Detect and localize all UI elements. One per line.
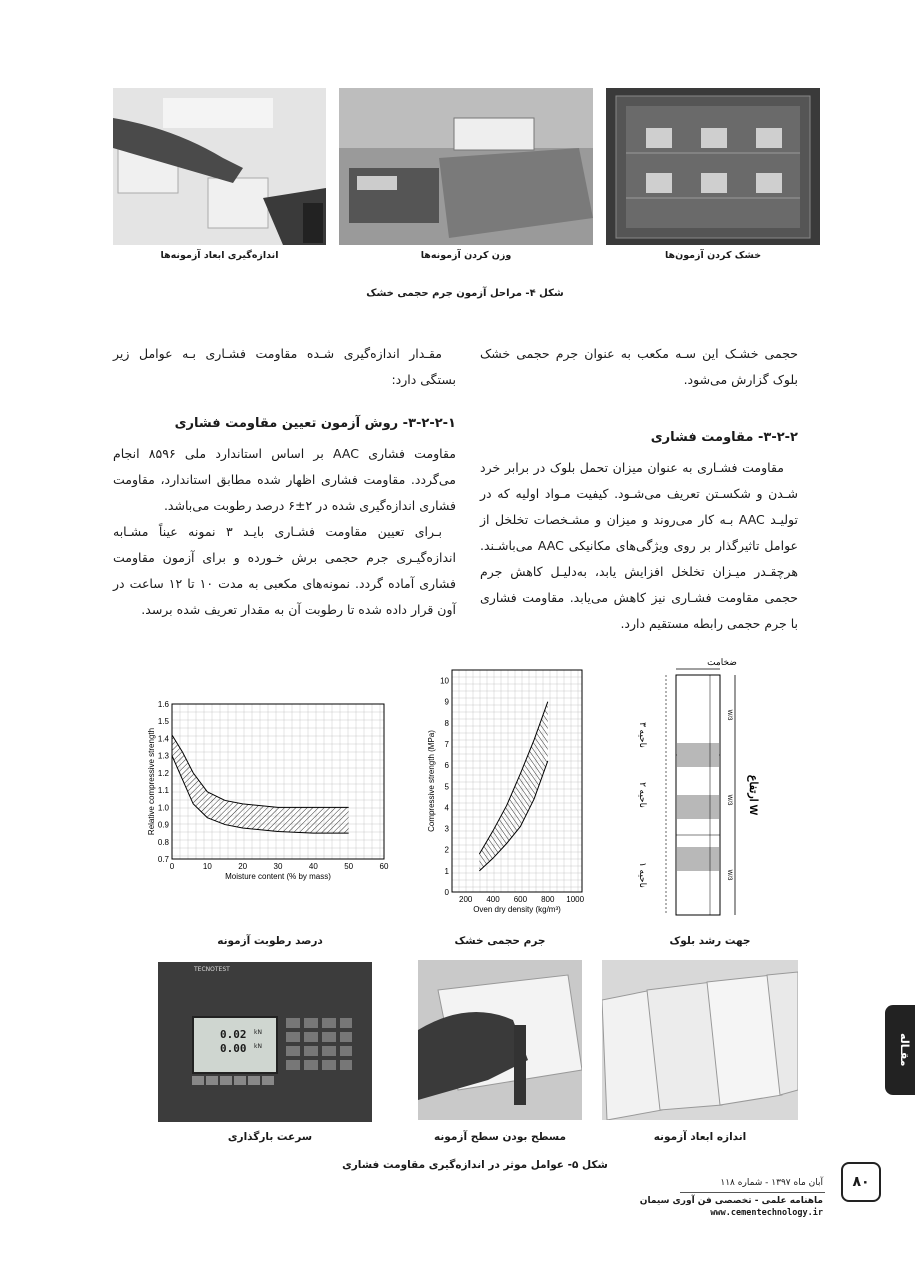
x-tick-label: 1000 [566, 895, 585, 904]
x-tick-label: 20 [238, 862, 248, 871]
figure4-title: شکل ۴- مراحل آزمون جرم حجمی خشک [366, 288, 564, 299]
footer-issue: آبان ماه ۱۳۹۷ - شماره ۱۱۸ [720, 1178, 823, 1188]
footer-rule [680, 1192, 825, 1193]
photo-block-dimensions [602, 960, 798, 1120]
photo-measuring [113, 88, 326, 245]
caption-dry-density: جرم حجمی خشک [454, 935, 546, 947]
thickness-label: ضخامت [707, 657, 737, 667]
figure5-title: شکل ۵- عوامل موثر در اندازه‌گیری مقاومت فشاری [342, 1159, 608, 1171]
section-heading: ۳-۲-۲-۱- روش آزمون تعیین مقاومت فشاری [174, 416, 456, 431]
w3-label: W/3 [726, 794, 732, 806]
y-tick-label: 5 [444, 782, 449, 792]
caption-drying: خشک کردن آزمون‌ها [664, 250, 762, 261]
y-tick-label: 1.5 [157, 717, 169, 727]
photo-loading-rate [158, 962, 372, 1122]
x-tick-label: 40 [308, 862, 318, 871]
y-tick-label: 2 [444, 845, 449, 855]
x-tick-label: 50 [344, 862, 354, 871]
left-column [113, 341, 456, 623]
photo-weighing [339, 88, 593, 245]
y-tick-label: 0.7 [157, 855, 169, 864]
y-tick-label: 9 [444, 697, 449, 707]
keypad [284, 1016, 354, 1076]
section-heading: ۳-۲-۲- مقاومت فشاری [650, 430, 798, 445]
x-tick-label: 0 [169, 862, 175, 871]
x-tick-label: 800 [541, 895, 555, 904]
y-tick-label: 7 [444, 740, 449, 749]
block-growth-diagram [610, 655, 810, 920]
x-tick-label: 10 [202, 862, 212, 871]
machine-brand: TECNOTEST [194, 966, 230, 973]
caption-flatness: مسطح بودن سطح آزمونه [434, 1131, 566, 1143]
y-tick-label: 1.2 [157, 768, 169, 778]
caption-growth-direction: جهت رشد بلوک [669, 935, 751, 947]
y-tick-label: 1.1 [157, 786, 169, 796]
footer-site: www.cementechnology.ir [710, 1208, 823, 1218]
caption-dimensions: اندازه ابعاد آزمونه [653, 1131, 747, 1143]
reading-2: 0.00 [220, 1042, 247, 1055]
footer-journal: ماهنامه علمی - تخصصی فن آوری سیمان [639, 1196, 823, 1206]
y-tick-label: 1.0 [157, 803, 169, 813]
y-tick-label: 1.6 [157, 700, 169, 709]
oven-illustration [606, 88, 820, 245]
paragraph: حجمی خشـک این سـه مکعب به عنوان جرم حجمی خشک بلوک گزارش می‌شود. [480, 346, 798, 387]
zone3-label: ناحیه ۳ [638, 722, 648, 748]
y-tick-label: 0.9 [157, 820, 169, 830]
caliper-illustration [113, 88, 326, 245]
x-axis-label: Oven dry density (kg/m³) [473, 905, 561, 914]
x-tick-label: 400 [486, 895, 500, 904]
right-column [480, 341, 798, 637]
x-tick-label: 30 [273, 862, 283, 871]
paragraph: مقاومت فشاری AAC بر اساس استاندارد ملی ۸۵۹۶ انجام می‌گردد. مقاومت فشاری اظهار شده مطابق استاندارد، مقاومت فشاری اندازه‌گیری شده در ۲±۶ درصد رطوبت می‌باشد. [113, 446, 457, 513]
y-tick-label: 1.3 [157, 751, 169, 761]
y-tick-label: 4 [444, 803, 449, 813]
y-tick-label: 8 [444, 718, 449, 728]
paragraph: مقاومت فشـاری به عنوان میزان تحمل بلوک در برابر خرد شـدن و شکسـتن تعریف می‌شـود. کیفیت مـواد اولیه که در تولیـد AAC بـه کار می‌روند و میزان و مشـخصات تخلخل از عوامل تاثیرگذار بر روی ویژگی‌های مکانیکی AAC می‌باشـند. هرچقـدر میـزان تخلخل افزایش یابد، به‌دلیـل کاهش جرم حجمی مقاومت فشـاری نیز کاهش می‌یابد. مقاومت فشاری با جرم حجمی رابطه مستقیم دارد. [480, 460, 798, 631]
strength-band [479, 702, 547, 871]
zone2-label: ناحیه ۲ [638, 782, 648, 808]
caption-measuring: اندازه‌گیری ابعاد آزمونه‌ها [160, 250, 279, 261]
paragraph: بـرای تعیین مقاومت فشـاری بایـد ۳ نمونه عیناً مشـابه اندازه‌گیـری جرم حجمی برش خـورده و برای آزمون مقاومت فشاری آماده گردد. نمونه‌های مکعبی به مدت ۱۰ تا ۱۲ ساعت در آون قرار داده شده تا رطوبت آن به مقدار تعریف شده برسد. [113, 524, 457, 617]
photo-drying-oven [606, 88, 820, 245]
x-axis-label: Moisture content (% by mass) [225, 872, 331, 881]
y-tick-label: 1 [444, 866, 449, 876]
y-tick-label: 10 [440, 676, 449, 686]
photo-surface-flatness [418, 960, 582, 1120]
w3-label: W/3 [726, 709, 732, 721]
caption-weighing: وزن کردن آزمونه‌ها [420, 250, 512, 261]
x-tick-label: 60 [379, 862, 389, 871]
y-tick-label: 3 [444, 824, 449, 834]
paragraph: مقـدار اندازه‌گیری شـده مقاومت فشـاری بـه عوامل زیر بستگی دارد: [113, 346, 456, 387]
w3-label: W/3 [726, 869, 732, 881]
page-number: ۸۰ [841, 1162, 881, 1202]
section-tab-label: مقـاله [898, 1033, 911, 1067]
reading-unit-2: kN [254, 1043, 262, 1050]
reading-unit-1: kN [254, 1029, 262, 1036]
caption-moisture: درصد رطوبت آزمونه [217, 935, 323, 947]
caption-loading: سرعت بارگذاری [227, 1131, 313, 1143]
chart-density-strength [418, 662, 593, 922]
reading-1: 0.02 [220, 1028, 247, 1041]
y-axis-label: Compressive strength (MPa) [427, 730, 436, 832]
x-tick-label: 200 [459, 895, 473, 904]
x-tick-label: 600 [513, 895, 528, 904]
height-label: ارتفاع W [747, 774, 759, 816]
scale-illustration [339, 88, 593, 245]
section-tab [885, 1005, 915, 1095]
blocks-illustration [602, 960, 798, 1120]
y-tick-label: 0 [444, 888, 449, 897]
y-tick-label: 0.8 [157, 837, 169, 847]
function-keys [192, 1074, 276, 1088]
y-tick-label: 1.4 [157, 734, 169, 744]
flatness-illustration [418, 960, 582, 1120]
zone1-label: ناحیه ۱ [638, 862, 648, 888]
y-tick-label: 6 [444, 761, 449, 771]
chart-moisture-strength [130, 696, 395, 891]
y-axis-label: Relative compressive strength [147, 727, 156, 836]
machine-screen [192, 1016, 278, 1074]
